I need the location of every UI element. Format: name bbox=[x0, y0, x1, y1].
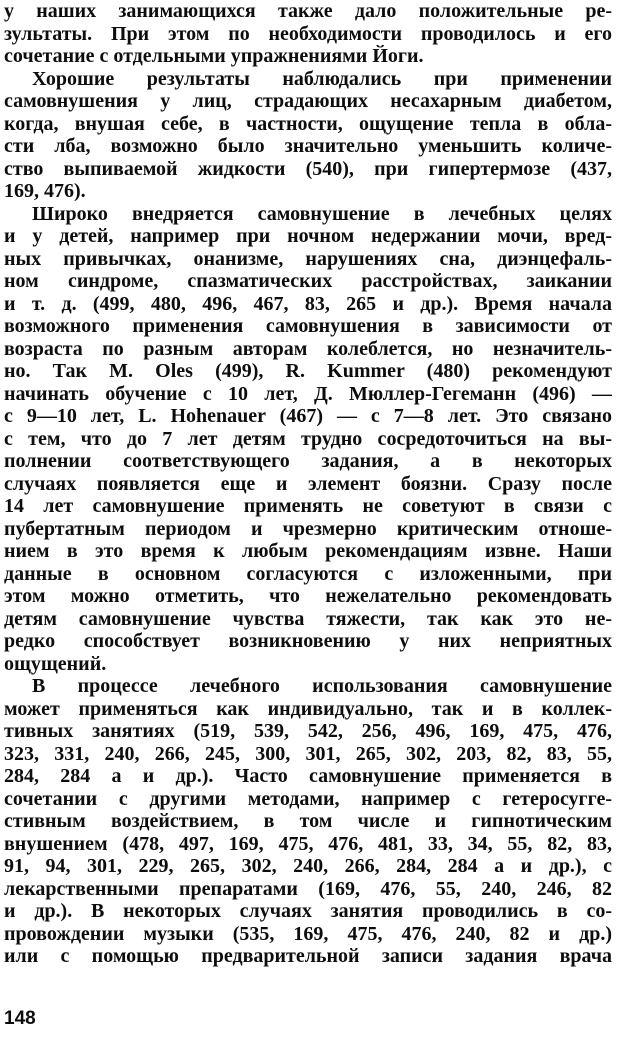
text-line: с тем, что до 7 лет детям трудно сосредоточиться на вы- bbox=[4, 427, 612, 450]
text-line: нием в это время к любым рекомендациям извне. Наши bbox=[4, 540, 612, 562]
text-line: самовнушения у лиц, страдающих несахарным диабетом, bbox=[4, 90, 612, 112]
text-line: данные в основном согласуются с изложенными, при bbox=[4, 562, 612, 585]
text-line: Широко внедряется самовнушение в лечебных целях bbox=[32, 202, 612, 225]
text-line: тивных занятиях (519, 539, 542, 256, 496, 169, 475, 476, bbox=[4, 720, 612, 742]
body-text bbox=[4, 0, 612, 968]
text-line: но. Так M. Oles (499), R. Kummer (480) рекомендуют bbox=[4, 360, 612, 382]
text-line: с 9—10 лет, L. Hohenauer (467) — с 7—8 лет. Это связано bbox=[4, 405, 612, 427]
text-line: возможного применения самовнушения в зависимости от bbox=[4, 315, 612, 337]
text-line: 284, 284 а и др.). Часто самовнушение применяется в bbox=[4, 765, 612, 787]
text-line: 14 лет самовнушение применять не советуют в связи с bbox=[4, 495, 612, 517]
text-line: зультаты. При этом по необходимости проводилось и его bbox=[4, 22, 612, 45]
text-line: может применяться как индивидуально, так и в коллек- bbox=[4, 697, 612, 720]
text-line: и т. д. (499, 480, 496, 467, 83, 265 и др.). Время начала bbox=[4, 292, 612, 315]
text-line: редко способствует возникновению у них неприятных bbox=[4, 630, 612, 652]
text-line: полнении соответствующего задания, а в некоторых bbox=[4, 450, 612, 472]
text-line: пубертатным периодом и чрезмерно критическим отноше- bbox=[4, 517, 612, 540]
text-line: ных привычках, онанизме, нарушениях сна, диэнцефаль- bbox=[4, 247, 612, 270]
text-line: ство выпиваемой жидкости (540), при гипертермозе (437, bbox=[4, 157, 612, 180]
text-line: 323, 331, 240, 266, 245, 300, 301, 265, 302, 203, 82, 83, 55, bbox=[4, 742, 612, 765]
text-line: у наших занимающихся также дало положительные ре- bbox=[4, 0, 612, 22]
text-line: и др.). В некоторых случаях занятия проводились в со- bbox=[4, 900, 612, 922]
text-line: сочетание с отдельными упражнениями Йоги. bbox=[4, 45, 424, 67]
text-line: лекарственными препаратами (169, 476, 55, 240, 246, 82 bbox=[4, 877, 612, 900]
text-line: когда, внушая себе, в частности, ощущение тепла в обла- bbox=[4, 112, 612, 135]
text-line: ном синдроме, спазматических расстройствах, заикании bbox=[4, 270, 612, 292]
text-line: стивным воздействием, в том числе и гипнотическим bbox=[4, 810, 612, 832]
text-line: детям самовнушение чувства тяжести, так как это не- bbox=[4, 607, 612, 630]
text-line: провождении музыки (535, 169, 475, 476, 240, 82 и др.) bbox=[4, 922, 612, 945]
text-line: 169, 476). bbox=[4, 180, 86, 202]
text-line: этом можно отметить, что нежелательно рекомендовать bbox=[4, 585, 612, 607]
text-line: сти лба, возможно было значительно уменьшить количе- bbox=[4, 135, 612, 157]
text-line: или с помощью предварительной записи задания врача bbox=[4, 945, 612, 967]
text-line: Хорошие результаты наблюдались при применении bbox=[32, 67, 612, 90]
text-line: возраста по разным авторам колеблется, но незначитель- bbox=[4, 337, 612, 360]
text-line: 91, 94, 301, 229, 265, 302, 240, 266, 284, 284 а и др.), с bbox=[4, 855, 612, 877]
text-line: ощущений. bbox=[4, 652, 107, 675]
text-line: случаях появляется еще и элемент боязни. Сразу после bbox=[4, 472, 612, 495]
text-line: и у детей, например при ночном недержании мочи, вред- bbox=[4, 225, 612, 247]
text-line: внушением (478, 497, 169, 475, 476, 481, 33, 34, 55, 82, 83, bbox=[4, 832, 612, 855]
text-line: начинать обучение с 10 лет, Д. Мюллер-Гегеманн (496) — bbox=[4, 382, 612, 405]
page-number: 148 bbox=[4, 1008, 36, 1029]
text-line: сочетании с другими методами, например с гетеросугге- bbox=[4, 787, 612, 810]
text-line: В процессе лечебного использования самовнушение bbox=[32, 675, 612, 697]
